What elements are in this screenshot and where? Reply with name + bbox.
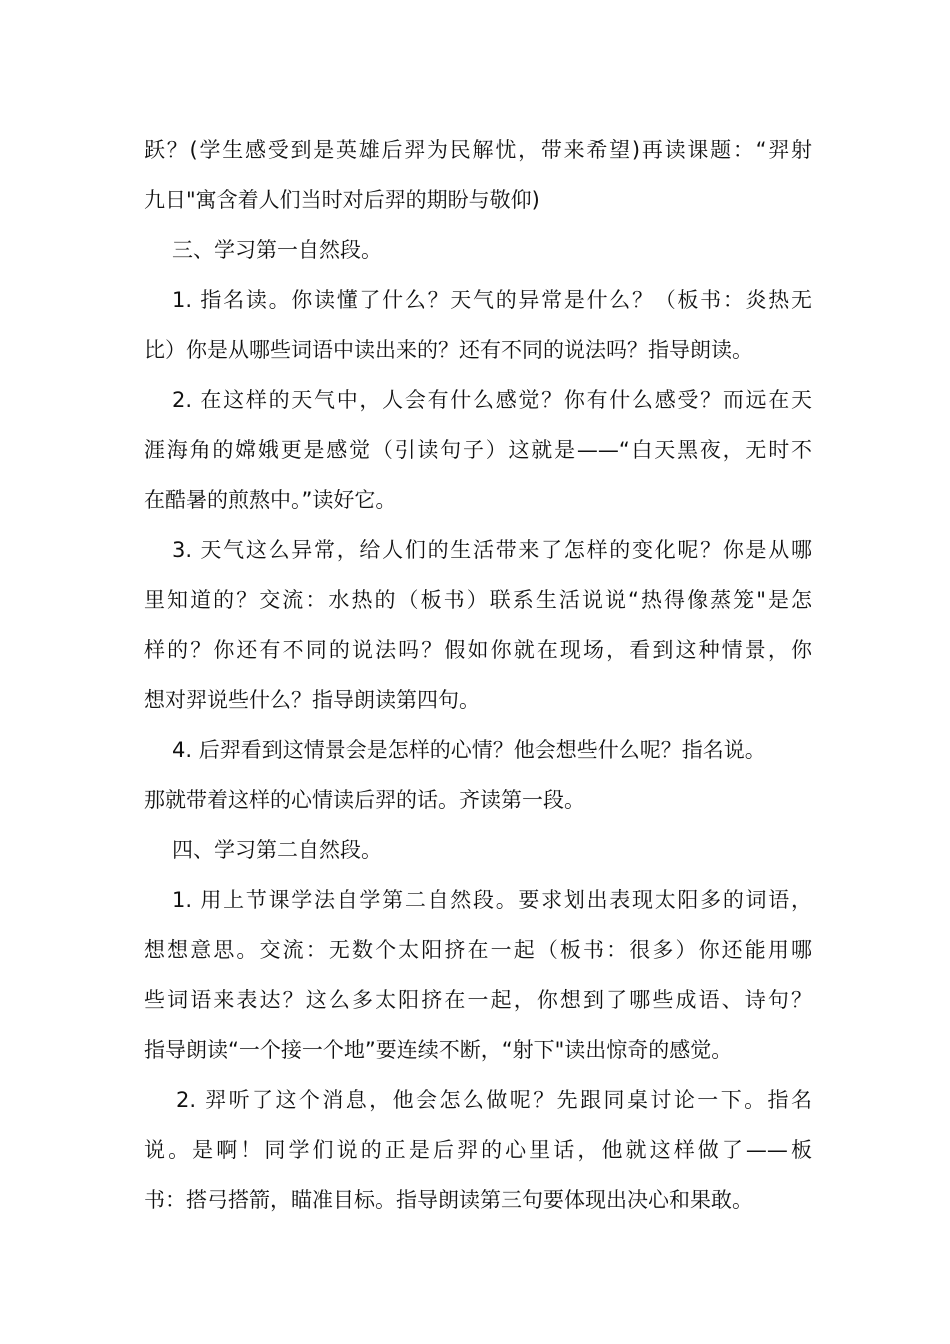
text-line: 指导朗读“一个接一个地”要连续不断，“射下"读出惊奇的感觉。	[144, 1038, 733, 1062]
text-line: 九日"寓含着人们当时对后羿的期盼与敬仰)	[144, 188, 540, 212]
text-line: 样的？你还有不同的说法吗？假如你就在现场，看到这种情景，你	[144, 638, 812, 662]
text-line: 比）你是从哪些词语中读出来的？还有不同的说法吗？指导朗读。	[144, 338, 753, 362]
text-line: 里知道的？交流：水热的（板书）联系生活说说“热得像蒸笼"是怎	[144, 588, 812, 612]
text-line: 些词语来表达？这么多太阳挤在一起，你想到了哪些成语、诗句？	[144, 988, 812, 1012]
text-line: 1. 指名读。你读懂了什么？天气的异常是什么？（板书：炎热无	[172, 288, 812, 312]
text-line: 涯海角的嫦娥更是感觉（引读句子）这就是——“白天黑夜，无时不	[144, 438, 812, 462]
text-line: 2. 羿听了这个消息，他会怎么做呢？先跟同桌讨论一下。指名	[176, 1088, 812, 1112]
text-line: 想想意思。交流：无数个太阳挤在一起（板书：很多）你还能用哪	[144, 938, 812, 962]
text-line: 书：搭弓搭箭，瞄准目标。指导朗读第三句要体现出决心和果敢。	[144, 1188, 753, 1212]
text-line: 说。是啊！同学们说的正是后羿的心里话，他就这样做了——板	[144, 1138, 812, 1162]
section-heading: 三、学习第一自然段。	[172, 238, 382, 262]
text-line: 跃？(学生感受到是英雄后羿为民解忧，带来希望)再读课题：“羿射	[144, 138, 812, 162]
text-line: 3. 天气这么异常，给人们的生活带来了怎样的变化呢？你是从哪	[172, 538, 812, 562]
text-line: 4. 后羿看到这情景会是怎样的心情？他会想些什么呢？指名说。	[172, 738, 766, 762]
text-line: 1. 用上节课学法自学第二自然段。要求划出表现太阳多的词语，	[172, 888, 812, 912]
section-heading: 四、学习第二自然段。	[172, 838, 382, 862]
text-line: 在酷暑的煎熬中。”读好它。	[144, 488, 397, 512]
text-line: 2. 在这样的天气中，人会有什么感觉？你有什么感受？而远在天	[172, 388, 812, 412]
text-line: 那就带着这样的心情读后羿的话。齐读第一段。	[144, 788, 585, 812]
text-line: 想对羿说些什么？指导朗读第四句。	[144, 688, 480, 712]
